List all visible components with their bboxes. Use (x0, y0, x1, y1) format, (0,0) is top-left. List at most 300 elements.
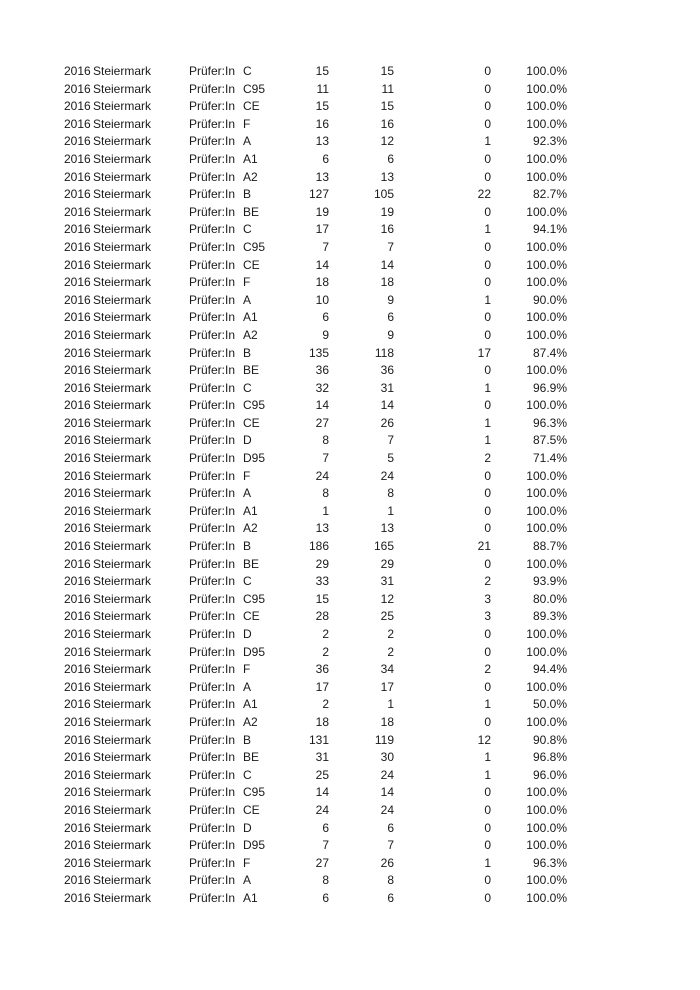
passed-cell: 24 (380, 767, 394, 782)
failed-cell: 0 (484, 169, 491, 184)
rate-cell: 90.0% (532, 292, 567, 307)
class-cell: A2 (243, 327, 258, 342)
failed-cell: 0 (484, 890, 491, 905)
role-cell: Prüfer:In (189, 697, 236, 712)
rate-cell: 88.7% (532, 539, 567, 554)
region-cell: Steiermark (93, 64, 152, 78)
class-cell: D (243, 820, 252, 835)
region-cell: Steiermark (93, 802, 152, 817)
year-cell: 2016 (64, 732, 91, 747)
failed-cell: 0 (484, 468, 491, 483)
role-cell: Prüfer:In (189, 187, 236, 202)
region-cell: Steiermark (93, 503, 152, 518)
region-cell: Steiermark (93, 767, 152, 782)
failed-cell: 0 (484, 64, 491, 78)
passed-cell: 14 (380, 398, 394, 413)
passed-cell: 14 (380, 257, 394, 272)
table-row (0, 327, 700, 345)
total-cell: 15 (315, 591, 329, 606)
total-cell: 13 (315, 134, 329, 149)
failed-cell: 0 (484, 714, 491, 729)
table-row (0, 485, 700, 503)
table-row (0, 837, 700, 855)
failed-cell: 3 (484, 609, 491, 624)
region-cell: Steiermark (93, 327, 152, 342)
region-cell: Steiermark (93, 609, 152, 624)
role-cell: Prüfer:In (189, 785, 236, 800)
rate-cell: 87.4% (532, 345, 567, 360)
role-cell: Prüfer:In (189, 204, 236, 219)
role-cell: Prüfer:In (189, 609, 236, 624)
region-cell: Steiermark (93, 697, 152, 712)
year-cell: 2016 (64, 890, 91, 905)
year-cell: 2016 (64, 99, 91, 114)
total-cell: 29 (315, 556, 329, 571)
rate-cell: 100.0% (526, 363, 567, 378)
class-cell: A (243, 873, 252, 888)
class-cell: A1 (243, 890, 258, 905)
table-row (0, 679, 700, 697)
year-cell: 2016 (64, 503, 91, 518)
passed-cell: 8 (387, 486, 394, 501)
total-cell: 2 (322, 627, 329, 641)
passed-cell: 18 (380, 275, 394, 290)
region-cell: Steiermark (93, 521, 152, 536)
passed-cell: 7 (387, 838, 394, 853)
rate-cell: 100.0% (526, 644, 567, 659)
table-row (0, 397, 700, 415)
class-cell: F (243, 468, 251, 483)
rate-cell: 100.0% (526, 275, 567, 290)
total-cell: 14 (315, 785, 329, 800)
year-cell: 2016 (64, 363, 91, 378)
table-row (0, 855, 700, 873)
region-cell: Steiermark (93, 151, 152, 166)
region-cell: Steiermark (93, 222, 152, 237)
region-cell: Steiermark (93, 415, 152, 430)
year-cell: 2016 (64, 433, 91, 448)
role-cell: Prüfer:In (189, 275, 236, 290)
year-cell: 2016 (64, 292, 91, 307)
rate-cell: 94.1% (532, 222, 567, 237)
rate-cell: 96.9% (532, 380, 567, 395)
total-cell: 2 (322, 697, 329, 712)
failed-cell: 21 (477, 539, 491, 554)
failed-cell: 0 (484, 486, 491, 501)
rate-cell: 100.0% (526, 310, 567, 325)
total-cell: 135 (308, 345, 329, 360)
rate-cell: 100.0% (526, 679, 567, 694)
total-cell: 36 (315, 662, 329, 677)
rate-cell: 100.0% (526, 873, 567, 888)
role-cell: Prüfer:In (189, 451, 236, 466)
total-cell: 14 (315, 398, 329, 413)
table-row (0, 345, 700, 363)
region-cell: Steiermark (93, 732, 152, 747)
role-cell: Prüfer:In (189, 802, 236, 817)
table-row (0, 169, 700, 187)
passed-cell: 25 (380, 609, 394, 624)
passed-cell: 18 (380, 714, 394, 729)
region-cell: Steiermark (93, 257, 152, 272)
year-cell: 2016 (64, 275, 91, 290)
region-cell: Steiermark (93, 714, 152, 729)
year-cell: 2016 (64, 81, 91, 96)
role-cell: Prüfer:In (189, 169, 236, 184)
total-cell: 1 (322, 503, 329, 518)
passed-cell: 24 (380, 802, 394, 817)
passed-cell: 19 (380, 204, 394, 219)
failed-cell: 2 (484, 574, 491, 589)
year-cell: 2016 (64, 697, 91, 712)
total-cell: 10 (315, 292, 329, 307)
year-cell: 2016 (64, 679, 91, 694)
year-cell: 2016 (64, 785, 91, 800)
role-cell: Prüfer:In (189, 627, 236, 641)
failed-cell: 0 (484, 785, 491, 800)
passed-cell: 36 (380, 363, 394, 378)
role-cell: Prüfer:In (189, 539, 236, 554)
role-cell: Prüfer:In (189, 873, 236, 888)
total-cell: 19 (315, 204, 329, 219)
total-cell: 7 (322, 239, 329, 254)
total-cell: 13 (315, 521, 329, 536)
region-cell: Steiermark (93, 486, 152, 501)
failed-cell: 0 (484, 204, 491, 219)
role-cell: Prüfer:In (189, 310, 236, 325)
rate-cell: 96.0% (532, 767, 567, 782)
table-row (0, 714, 700, 732)
year-cell: 2016 (64, 310, 91, 325)
class-cell: A1 (243, 503, 258, 518)
table-row (0, 872, 700, 890)
failed-cell: 0 (484, 838, 491, 853)
table-row (0, 151, 700, 169)
region-cell: Steiermark (93, 310, 152, 325)
failed-cell: 1 (484, 134, 491, 149)
region-cell: Steiermark (93, 890, 152, 905)
region-cell: Steiermark (93, 662, 152, 677)
class-cell: B (243, 187, 252, 202)
rate-cell: 100.0% (526, 627, 567, 641)
total-cell: 2 (322, 644, 329, 659)
role-cell: Prüfer:In (189, 222, 236, 237)
class-cell: A2 (243, 714, 258, 729)
table-row (0, 63, 700, 81)
passed-cell: 15 (380, 64, 394, 78)
passed-cell: 24 (380, 468, 394, 483)
year-cell: 2016 (64, 556, 91, 571)
class-cell: F (243, 275, 251, 290)
role-cell: Prüfer:In (189, 503, 236, 518)
region-cell: Steiermark (93, 556, 152, 571)
passed-cell: 12 (380, 591, 394, 606)
year-cell: 2016 (64, 855, 91, 870)
role-cell: Prüfer:In (189, 855, 236, 870)
region-cell: Steiermark (93, 169, 152, 184)
passed-cell: 29 (380, 556, 394, 571)
year-cell: 2016 (64, 468, 91, 483)
role-cell: Prüfer:In (189, 468, 236, 483)
region-cell: Steiermark (93, 679, 152, 694)
role-cell: Prüfer:In (189, 750, 236, 765)
table-row (0, 820, 700, 838)
region-cell: Steiermark (93, 873, 152, 888)
region-cell: Steiermark (93, 785, 152, 800)
region-cell: Steiermark (93, 627, 152, 641)
class-cell: F (243, 662, 251, 677)
rate-cell: 100.0% (526, 486, 567, 501)
class-cell: C95 (243, 785, 266, 800)
failed-cell: 0 (484, 275, 491, 290)
region-cell: Steiermark (93, 239, 152, 254)
rate-cell: 100.0% (526, 398, 567, 413)
table-row (0, 802, 700, 820)
total-cell: 27 (315, 415, 329, 430)
region-cell: Steiermark (93, 591, 152, 606)
class-cell: CE (243, 99, 260, 114)
total-cell: 13 (315, 169, 329, 184)
failed-cell: 1 (484, 222, 491, 237)
year-cell: 2016 (64, 838, 91, 853)
region-cell: Steiermark (93, 433, 152, 448)
failed-cell: 1 (484, 292, 491, 307)
role-cell: Prüfer:In (189, 398, 236, 413)
failed-cell: 0 (484, 802, 491, 817)
total-cell: 18 (315, 714, 329, 729)
class-cell: A (243, 292, 252, 307)
passed-cell: 6 (387, 890, 394, 905)
total-cell: 36 (315, 363, 329, 378)
year-cell: 2016 (64, 64, 91, 78)
table-row (0, 626, 700, 644)
class-cell: C (243, 767, 252, 782)
year-cell: 2016 (64, 873, 91, 888)
region-cell: Steiermark (93, 116, 152, 131)
passed-cell: 7 (387, 433, 394, 448)
region-cell: Steiermark (93, 855, 152, 870)
role-cell: Prüfer:In (189, 521, 236, 536)
total-cell: 14 (315, 257, 329, 272)
region-cell: Steiermark (93, 451, 152, 466)
passed-cell: 12 (380, 134, 394, 149)
year-cell: 2016 (64, 415, 91, 430)
passed-cell: 6 (387, 820, 394, 835)
role-cell: Prüfer:In (189, 239, 236, 254)
total-cell: 8 (322, 433, 329, 448)
role-cell: Prüfer:In (189, 556, 236, 571)
rate-cell: 100.0% (526, 64, 567, 78)
role-cell: Prüfer:In (189, 679, 236, 694)
passed-cell: 13 (380, 521, 394, 536)
total-cell: 186 (308, 539, 329, 554)
failed-cell: 2 (484, 662, 491, 677)
table-row (0, 591, 700, 609)
year-cell: 2016 (64, 380, 91, 395)
table-row (0, 221, 700, 239)
year-cell: 2016 (64, 187, 91, 202)
passed-cell: 11 (381, 81, 394, 96)
table-row (0, 239, 700, 257)
rate-cell: 100.0% (526, 239, 567, 254)
passed-cell: 34 (380, 662, 394, 677)
rate-cell: 100.0% (526, 714, 567, 729)
year-cell: 2016 (64, 574, 91, 589)
role-cell: Prüfer:In (189, 345, 236, 360)
rate-cell: 82.7% (532, 187, 567, 202)
failed-cell: 0 (484, 627, 491, 641)
failed-cell: 0 (484, 679, 491, 694)
class-cell: C95 (243, 239, 266, 254)
failed-cell: 0 (484, 99, 491, 114)
passed-cell: 15 (380, 99, 394, 114)
failed-cell: 22 (477, 187, 491, 202)
total-cell: 6 (322, 820, 329, 835)
region-cell: Steiermark (93, 644, 152, 659)
year-cell: 2016 (64, 521, 91, 536)
total-cell: 25 (315, 767, 329, 782)
table-row (0, 274, 700, 292)
failed-cell: 1 (484, 415, 491, 430)
role-cell: Prüfer:In (189, 574, 236, 589)
class-cell: BE (243, 556, 260, 571)
total-cell: 6 (322, 890, 329, 905)
region-cell: Steiermark (93, 81, 152, 96)
year-cell: 2016 (64, 116, 91, 131)
passed-cell: 14 (380, 785, 394, 800)
failed-cell: 0 (484, 644, 491, 659)
class-cell: A (243, 679, 252, 694)
passed-cell: 6 (387, 151, 394, 166)
rate-cell: 100.0% (526, 151, 567, 166)
year-cell: 2016 (64, 591, 91, 606)
class-cell: CE (243, 609, 260, 624)
rate-cell: 89.3% (532, 609, 567, 624)
total-cell: 27 (315, 855, 329, 870)
role-cell: Prüfer:In (189, 767, 236, 782)
year-cell: 2016 (64, 222, 91, 237)
failed-cell: 1 (484, 855, 491, 870)
passed-cell: 13 (380, 169, 394, 184)
passed-cell: 17 (380, 679, 394, 694)
total-cell: 6 (322, 151, 329, 166)
role-cell: Prüfer:In (189, 81, 236, 96)
failed-cell: 1 (484, 750, 491, 765)
total-cell: 24 (315, 802, 329, 817)
role-cell: Prüfer:In (189, 433, 236, 448)
year-cell: 2016 (64, 627, 91, 641)
class-cell: C95 (243, 591, 266, 606)
table-row (0, 520, 700, 538)
passed-cell: 7 (387, 239, 394, 254)
failed-cell: 0 (484, 81, 491, 96)
class-cell: B (243, 732, 252, 747)
region-cell: Steiermark (93, 838, 152, 853)
failed-cell: 0 (484, 398, 491, 413)
rate-cell: 94.4% (532, 662, 567, 677)
year-cell: 2016 (64, 644, 91, 659)
year-cell: 2016 (64, 398, 91, 413)
failed-cell: 0 (484, 873, 491, 888)
rate-cell: 80.0% (532, 591, 567, 606)
region-cell: Steiermark (93, 345, 152, 360)
failed-cell: 1 (484, 767, 491, 782)
total-cell: 31 (315, 750, 329, 765)
rate-cell: 96.8% (532, 750, 567, 765)
rate-cell: 100.0% (526, 820, 567, 835)
class-cell: BE (243, 750, 260, 765)
role-cell: Prüfer:In (189, 151, 236, 166)
rate-cell: 50.0% (532, 697, 567, 712)
region-cell: Steiermark (93, 292, 152, 307)
rate-cell: 100.0% (526, 327, 567, 342)
year-cell: 2016 (64, 151, 91, 166)
table-row (0, 696, 700, 714)
passed-cell: 9 (387, 292, 394, 307)
year-cell: 2016 (64, 539, 91, 554)
passed-cell: 105 (373, 187, 394, 202)
year-cell: 2016 (64, 662, 91, 677)
year-cell: 2016 (64, 609, 91, 624)
table-row (0, 98, 700, 116)
class-cell: C (243, 64, 252, 78)
failed-cell: 0 (484, 257, 491, 272)
failed-cell: 0 (484, 556, 491, 571)
total-cell: 7 (322, 451, 329, 466)
table-row (0, 503, 700, 521)
role-cell: Prüfer:In (189, 116, 236, 131)
failed-cell: 0 (484, 363, 491, 378)
failed-cell: 0 (484, 239, 491, 254)
role-cell: Prüfer:In (189, 64, 236, 78)
region-cell: Steiermark (93, 99, 152, 114)
table-row (0, 732, 700, 750)
class-cell: D95 (243, 644, 266, 659)
table-row (0, 432, 700, 450)
region-cell: Steiermark (93, 820, 152, 835)
passed-cell: 1 (387, 697, 394, 712)
total-cell: 17 (315, 679, 329, 694)
class-cell: A (243, 486, 252, 501)
role-cell: Prüfer:In (189, 890, 236, 905)
passed-cell: 5 (387, 451, 394, 466)
failed-cell: 1 (484, 380, 491, 395)
class-cell: D95 (243, 451, 266, 466)
class-cell: F (243, 116, 251, 131)
passed-cell: 30 (380, 750, 394, 765)
table-row (0, 116, 700, 134)
region-cell: Steiermark (93, 204, 152, 219)
year-cell: 2016 (64, 486, 91, 501)
table-row (0, 257, 700, 275)
table-row (0, 767, 700, 785)
rate-cell: 100.0% (526, 468, 567, 483)
rate-cell: 100.0% (526, 99, 567, 114)
rate-cell: 100.0% (526, 556, 567, 571)
rate-cell: 100.0% (526, 785, 567, 800)
rate-cell: 100.0% (526, 503, 567, 518)
passed-cell: 6 (387, 310, 394, 325)
region-cell: Steiermark (93, 468, 152, 483)
role-cell: Prüfer:In (189, 134, 236, 149)
role-cell: Prüfer:In (189, 644, 236, 659)
table-row (0, 380, 700, 398)
rate-cell: 96.3% (532, 855, 567, 870)
passed-cell: 31 (380, 574, 394, 589)
table-row (0, 573, 700, 591)
role-cell: Prüfer:In (189, 257, 236, 272)
table-row (0, 81, 700, 99)
